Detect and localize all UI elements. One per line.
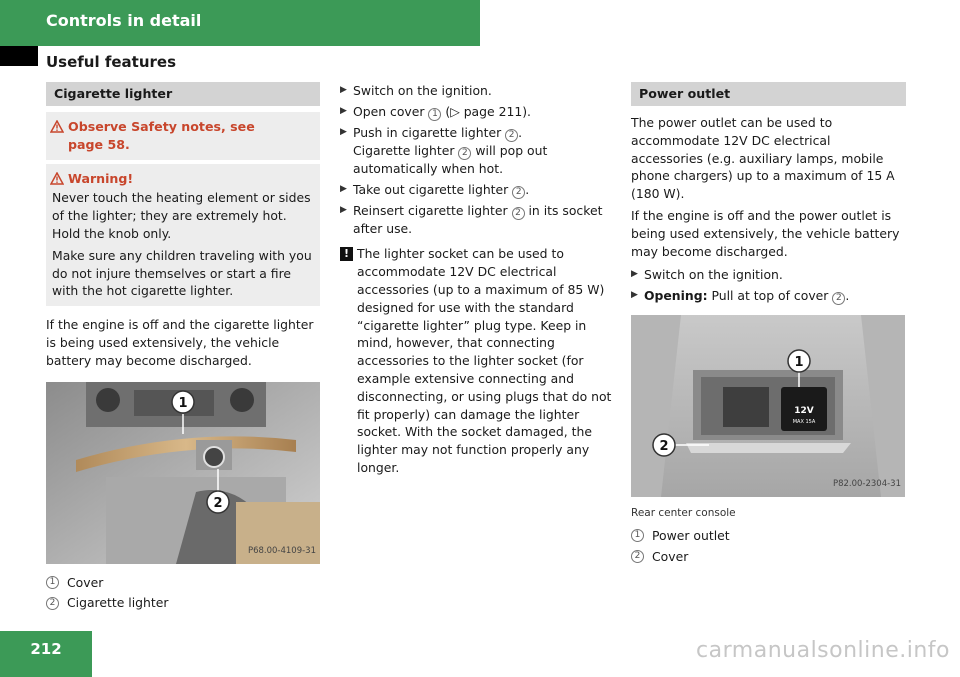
svg-text:2: 2 <box>213 495 223 511</box>
page-reference-link[interactable]: (▷ page 211). <box>445 103 531 119</box>
callout-number: 2 <box>631 550 644 563</box>
step-arrow-icon: ▶ <box>340 204 347 215</box>
callout-number: 2 <box>458 147 471 160</box>
safety-note-box <box>46 112 320 160</box>
chapter-title: Controls in detail <box>46 11 202 30</box>
section-tab-marker <box>0 46 38 66</box>
callout-number: 2 <box>512 186 525 199</box>
instruction-step <box>340 124 616 178</box>
step-text: Take out cigarette lighter <box>353 181 509 197</box>
cigarette-lighter-column <box>46 82 320 612</box>
power-outlet-heading: Power outlet <box>631 82 906 106</box>
safety-note-text: Observe Safety notes, see <box>68 119 255 134</box>
step-arrow-icon: ▶ <box>631 269 638 280</box>
step-arrow-icon: ▶ <box>631 290 638 301</box>
step-label: Opening: <box>644 288 708 304</box>
step-text: Reinsert cigarette lighter <box>353 202 508 218</box>
legend-label: Cover <box>652 548 689 564</box>
caution-mark-icon: ! <box>340 247 353 261</box>
power-outlet-paragraph-2: If the engine is off and the power outlet is being used extensively, the vehicle battery may become discharged. <box>631 207 900 259</box>
svg-text:1: 1 <box>794 355 804 371</box>
instruction-step <box>340 181 616 199</box>
legend-item <box>46 574 320 592</box>
page-number: 212 <box>30 640 62 658</box>
warning-title: Warning! <box>68 170 134 186</box>
step-text: Cigarette lighter <box>353 142 455 158</box>
callout-number: 1 <box>428 108 441 121</box>
step-text: Open cover <box>353 103 425 119</box>
callout-number: 1 <box>46 576 59 589</box>
power-outlet-paragraph-1: The power outlet can be used to accommodate 12V DC electrical accessories (e.g. auxiliary lamps, mobile phone chargers) up to a maximum of 15 A (180 W). <box>631 115 895 202</box>
callout-number: 2 <box>832 292 845 305</box>
warning-paragraph-1: Never touch the heating element or sides of the lighter; they are extremely hot. Hold the knob only. <box>52 190 311 241</box>
step-text: Push in cigarette lighter <box>353 124 502 140</box>
outlet-legend <box>631 527 906 566</box>
instruction-step <box>340 82 616 100</box>
legend-item <box>631 548 906 566</box>
step-arrow-icon: ▶ <box>340 85 347 95</box>
step-text: Switch on the ignition. <box>644 267 783 283</box>
lighter-legend <box>46 574 320 613</box>
battery-discharge-text: If the engine is off and the cigarette lighter is being used extensively, the vehicle battery may become discharged. <box>46 317 314 368</box>
step-text: Pull at top of cover <box>711 288 829 304</box>
step-arrow-icon: ▶ <box>340 105 347 116</box>
step-text-end: . <box>518 124 523 140</box>
instruction-step <box>631 266 906 284</box>
legend-label: Cigarette lighter <box>67 595 169 611</box>
step-arrow-icon: ▶ <box>340 126 347 137</box>
outlet-voltage-label: 12V <box>794 406 814 417</box>
step-text-end: . <box>845 288 850 304</box>
callout-number: 2 <box>46 597 59 610</box>
photo-caption: Rear center console <box>631 507 736 520</box>
photo-reference-code: P82.00-2304-31 <box>832 479 901 490</box>
legend-item <box>46 594 320 612</box>
warning-paragraph-2: Make sure any children traveling with you do not injure themselves or start a fire with the hot cigarette lighter. <box>52 247 312 299</box>
step-text-end: . <box>525 181 530 197</box>
warning-triangle-icon <box>46 118 68 133</box>
instructions-column <box>340 82 616 477</box>
caution-note-text: The lighter socket can be used to accommodate 12V DC electrical accessories (up to a maximum of 85 W) designed for use with the standard “cigarette lighter” plug type. Keep in mind, however, that connecting accessories to the lighter socket (for example extensive connecting and disconnecting, or using plugs that do not fit properly) can damage the lighter socket. With the socket damaged, the lighter may not function properly any longer. <box>357 246 612 475</box>
caution-note <box>340 245 616 476</box>
cigarette-lighter-photo <box>46 382 320 564</box>
watermark: carmanualsonline.info <box>696 638 950 663</box>
legend-item <box>631 527 906 545</box>
step-text: Switch on the ignition. <box>353 83 492 98</box>
section-subtitle: Useful features <box>46 53 177 71</box>
photo-reference-code: P68.00-4109-31 <box>247 545 316 556</box>
warning-triangle-icon <box>46 170 68 185</box>
legend-label: Power outlet <box>652 527 730 543</box>
instruction-step <box>340 202 616 238</box>
step-arrow-icon: ▶ <box>340 183 347 194</box>
cigarette-lighter-heading: Cigarette lighter <box>46 82 320 106</box>
safety-note-page-link[interactable]: page 58. <box>68 136 130 152</box>
callout-number: 1 <box>631 529 644 542</box>
svg-text:1: 1 <box>178 395 188 411</box>
instruction-step <box>340 103 616 121</box>
power-outlet-column <box>631 82 906 566</box>
outlet-ampere-label: MAX 15A <box>792 419 816 426</box>
callout-number: 2 <box>505 129 518 142</box>
svg-text:2: 2 <box>659 439 669 455</box>
legend-label: Cover <box>67 574 104 590</box>
step-text: in its socket after use. <box>353 202 603 236</box>
warning-box <box>46 164 320 307</box>
instruction-step <box>631 287 906 305</box>
power-outlet-photo <box>631 315 905 497</box>
callout-number: 2 <box>512 207 525 220</box>
step-text: will pop out automatically when hot. <box>353 142 548 176</box>
